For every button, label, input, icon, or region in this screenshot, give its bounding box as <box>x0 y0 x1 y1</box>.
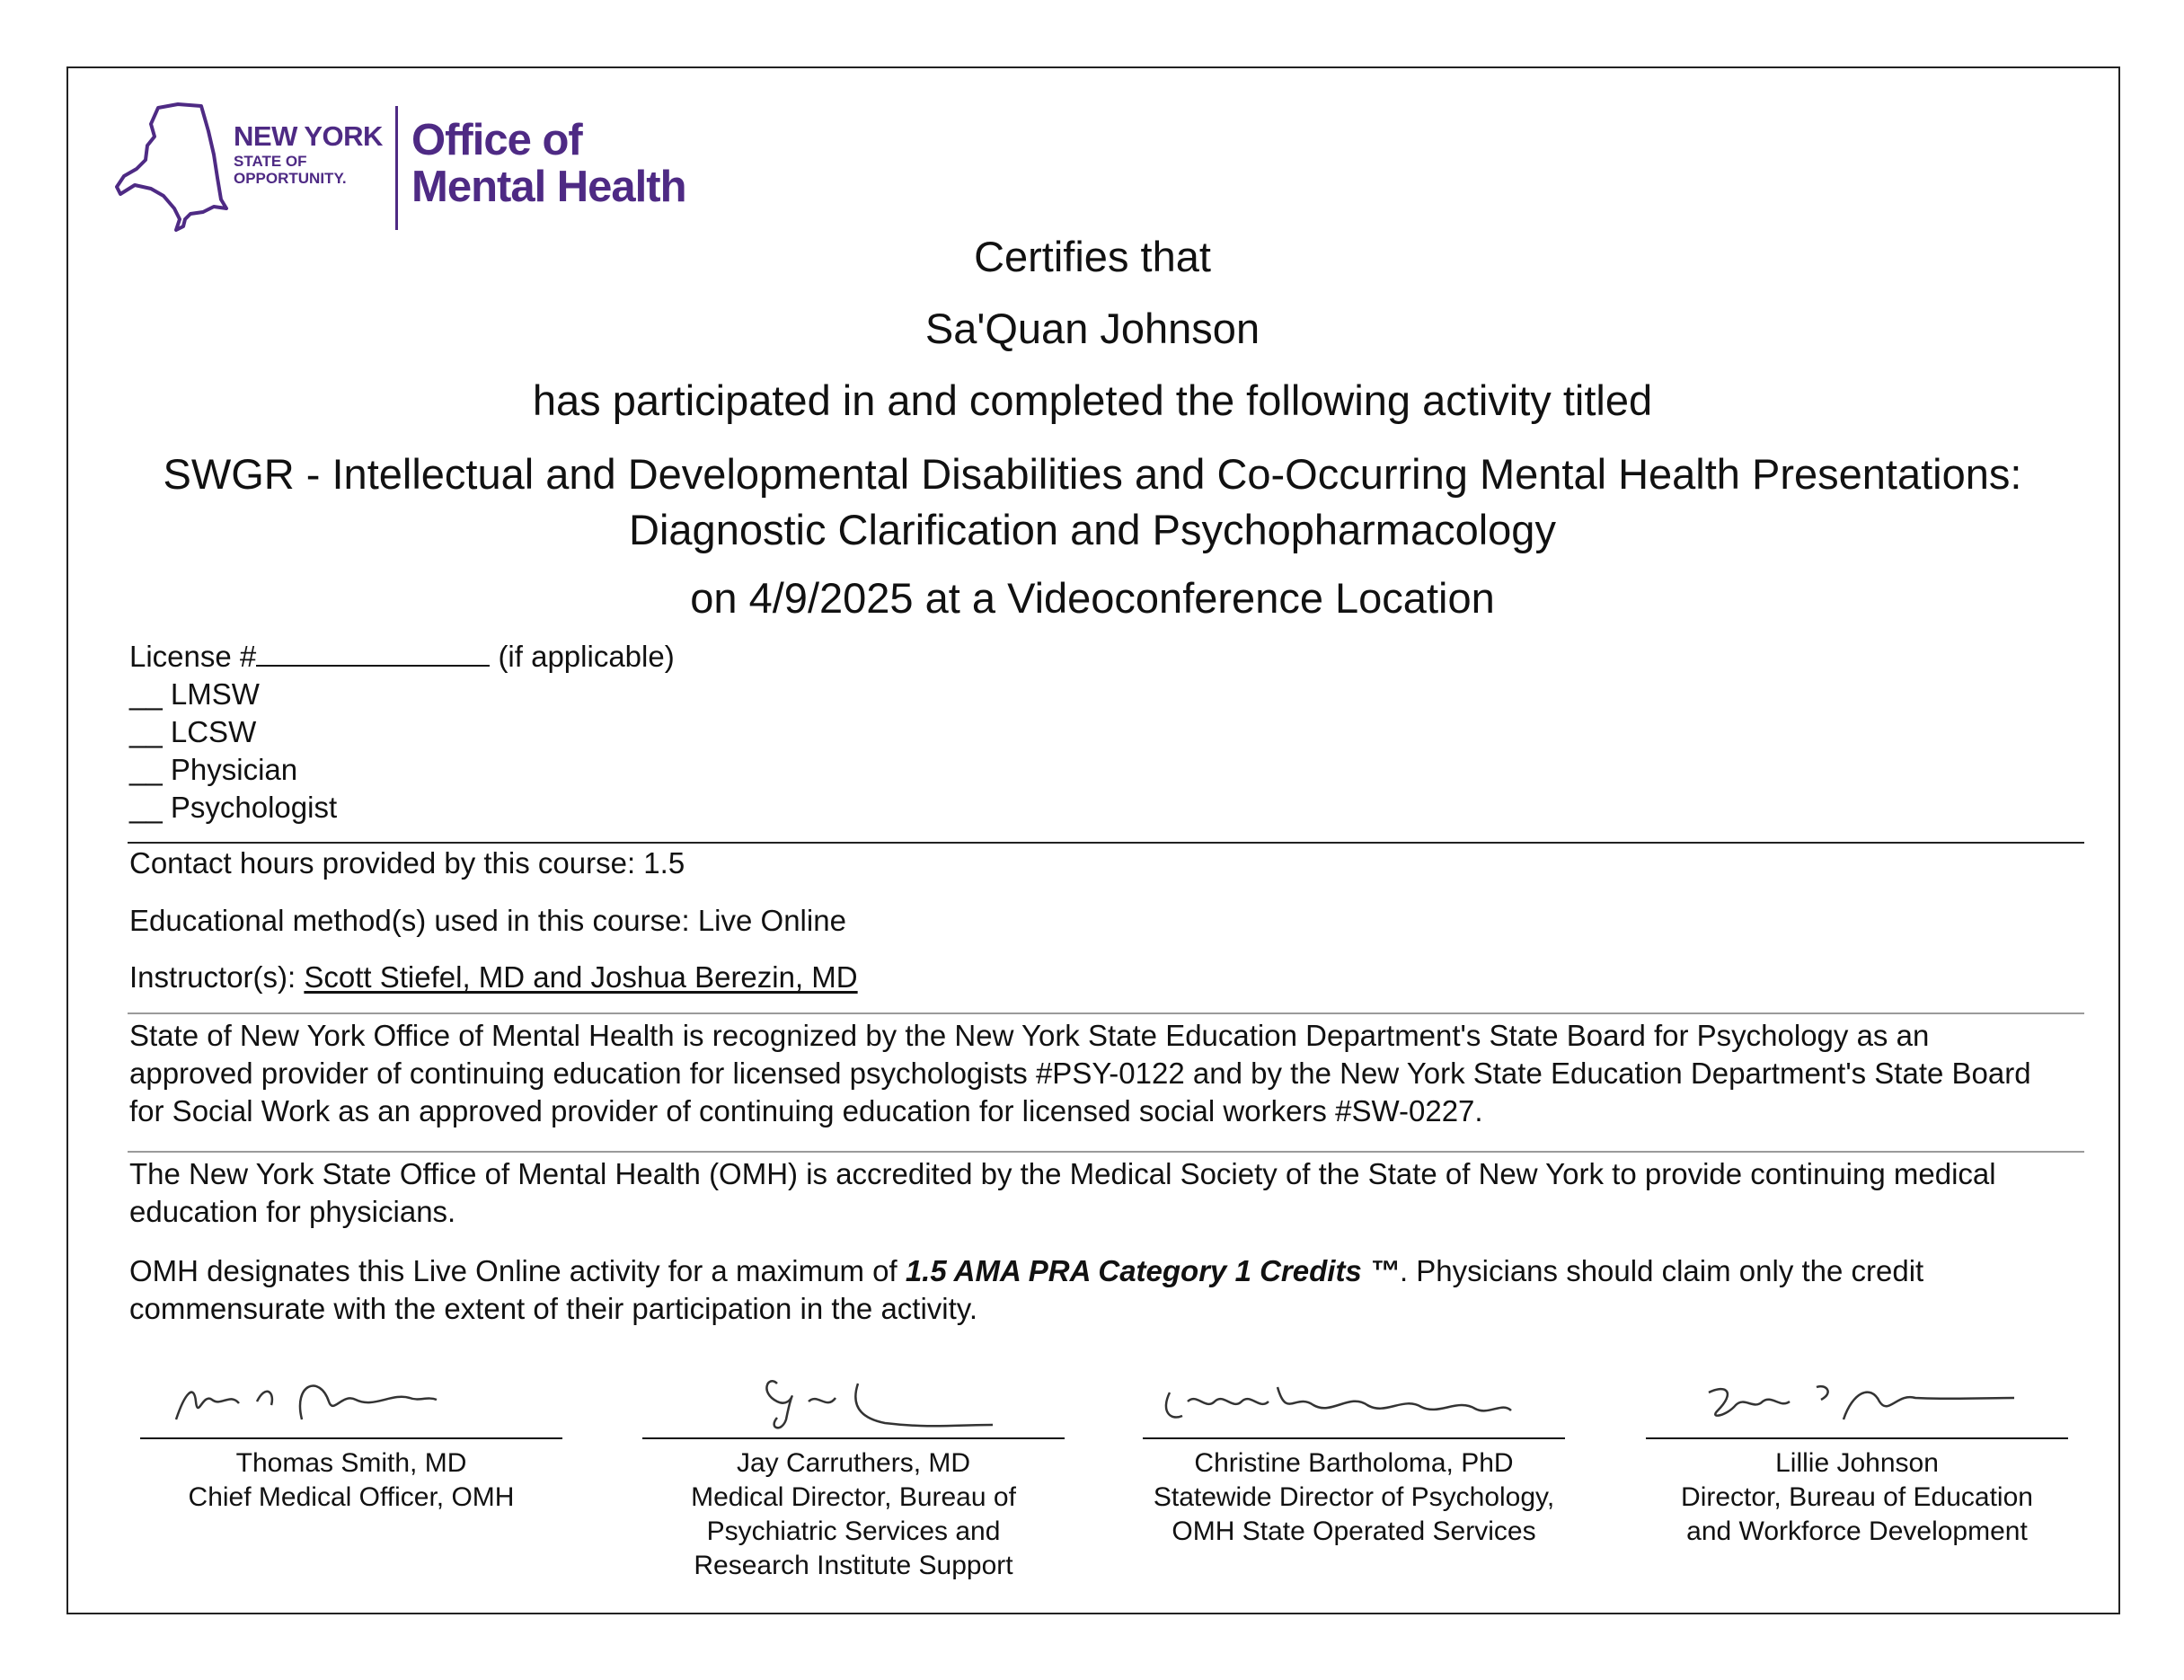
signer-title: OMH State Operated Services <box>1172 1516 1536 1546</box>
signer-title: and Workforce Development <box>1686 1516 2028 1546</box>
signer-name: Lillie Johnson <box>1775 1448 1939 1478</box>
divider <box>128 1151 2084 1153</box>
new-york-state-outline-icon <box>115 101 232 235</box>
credit-designation: OMH designates this Live Online activity for a maximum of 1.5 AMA PRA Category 1 Credits ™. Physicians should claim only the credit commensurate with the extent of their participation in the activity. <box>129 1254 1924 1325</box>
license-option: __ LMSW <box>129 677 260 711</box>
instructor-names: Scott Stiefel, MD and Joshua Berezin, MD <box>304 960 858 994</box>
signer-name: Jay Carruthers, MD <box>736 1448 971 1478</box>
license-number-row: License # (if applicable) <box>129 640 675 673</box>
logo-state-tagline: STATE OF OPPORTUNITY. <box>234 153 347 187</box>
logo-office-name: Office of Mental Health <box>411 116 686 211</box>
signature-block <box>1646 1366 2068 1549</box>
license-section <box>129 638 675 827</box>
signature-block <box>1143 1366 1565 1549</box>
license-option: __ Physician <box>129 753 298 786</box>
signer-title: Chief Medical Officer, OMH <box>188 1482 515 1512</box>
instructors: Instructor(s): Scott Stiefel, MD and Joshua Berezin, MD <box>129 960 858 994</box>
divider <box>128 1012 2084 1014</box>
license-number-blank <box>256 640 490 667</box>
signer-title: Research Institute Support <box>694 1551 1013 1580</box>
signer-title: Director, Bureau of Education <box>1681 1482 2033 1512</box>
certifies-heading: Certifies that <box>974 233 1211 280</box>
logo-state-line1: NEW YORK <box>234 120 383 152</box>
signature-block <box>140 1366 562 1515</box>
logo-divider <box>395 106 398 230</box>
recognition-statement: State of New York Office of Mental Health is recognized by the New York State Education Department's State Board for Psychology as an approved provider of continuing education for licensed psychologists #PSY-0122 and by the New York State Education Department's State Board for Social Work as an approved provider of continuing education for licensed social workers #SW-0227. <box>129 1019 2031 1127</box>
license-option: __ Psychologist <box>129 791 338 824</box>
signer-name: Thomas Smith, MD <box>235 1448 467 1478</box>
signature-block <box>642 1366 1065 1583</box>
participation-text: has participated in and completed the following activity titled <box>532 376 1653 424</box>
divider <box>128 842 2084 844</box>
signature-image <box>1646 1366 2068 1437</box>
contact-hours: Contact hours provided by this course: 1.5 <box>129 846 685 880</box>
signature-image <box>642 1366 1065 1437</box>
credit-amount: 1.5 AMA PRA Category 1 Credits ™ <box>905 1254 1400 1287</box>
accreditation-statement: The New York State Office of Mental Health (OMH) is accredited by the Medical Society of the State of New York to provide continuing medical education for physicians. <box>129 1157 1996 1228</box>
recipient-name: Sa'Quan Johnson <box>924 305 1260 352</box>
date-location: on 4/9/2025 at a Videoconference Location <box>690 574 1495 622</box>
signer-name: Christine Bartholoma, PhD <box>1194 1448 1514 1478</box>
license-option: __ LCSW <box>129 715 257 748</box>
educational-method: Educational method(s) used in this course: Live Online <box>129 904 846 937</box>
signer-title: Psychiatric Services and <box>706 1516 1001 1546</box>
signer-title: Statewide Director of Psychology, <box>1153 1482 1555 1512</box>
signer-title: Medical Director, Bureau of <box>691 1482 1016 1512</box>
signature-image <box>1143 1366 1565 1437</box>
omh-logo <box>115 101 708 235</box>
signature-image <box>140 1366 562 1437</box>
activity-title: SWGR - Intellectual and Developmental Disabilities and Co-Occurring Mental Health Presentations: Diagnostic Clarification and Psychopharmacology <box>163 450 2022 553</box>
